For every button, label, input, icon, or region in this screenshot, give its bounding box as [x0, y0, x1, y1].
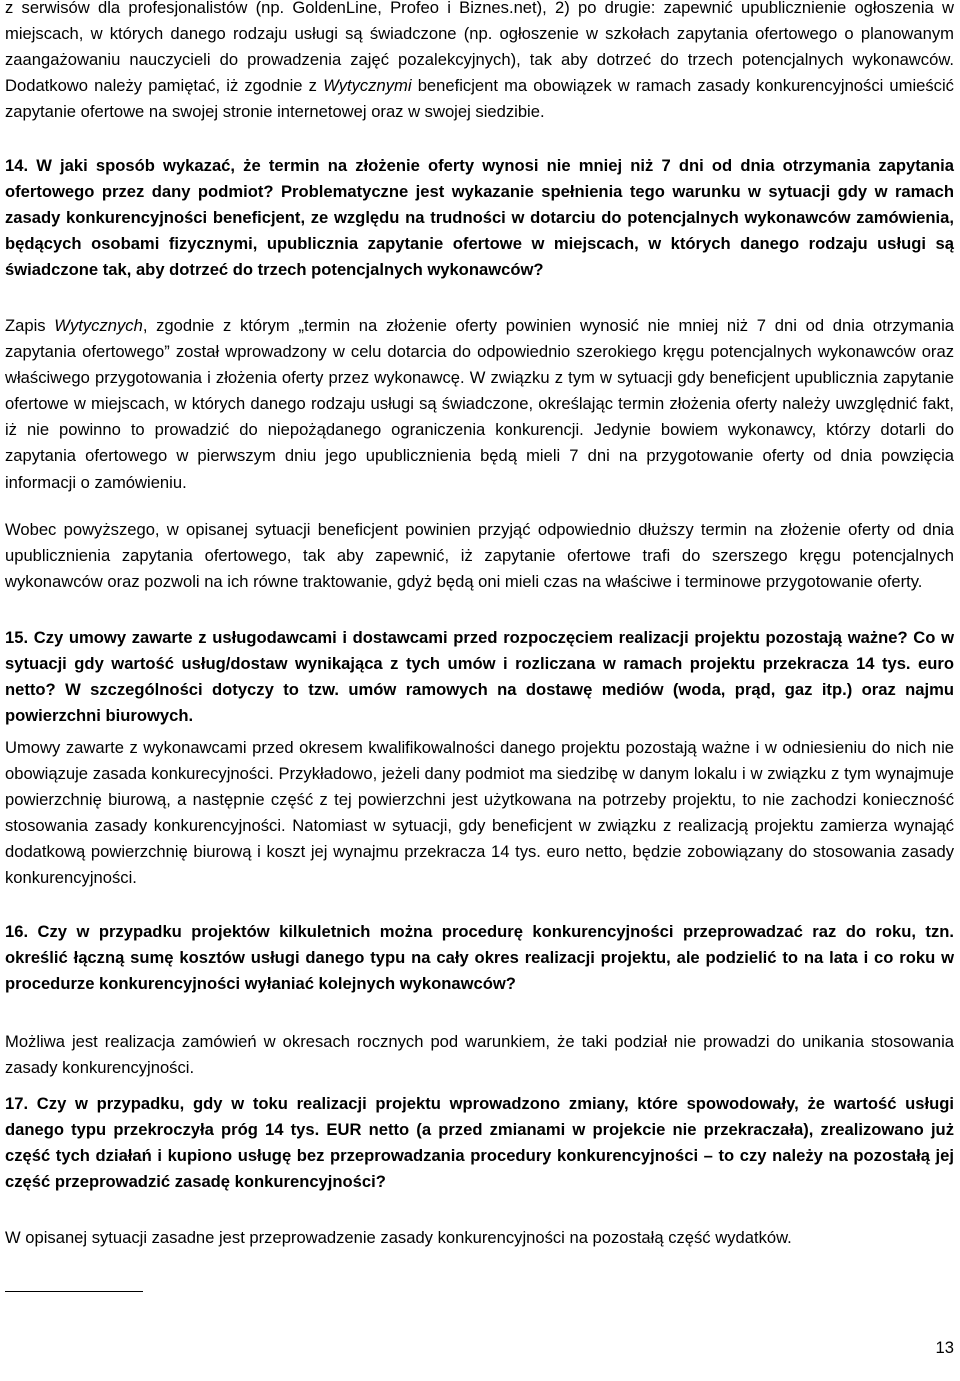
answer-14-part-2	[5, 517, 954, 595]
answer-text: W opisanej sytuacji zasadne jest przeprowadzenie zasady konkurencyjności na pozostałą część wydatków.	[5, 1228, 792, 1247]
question-text: 15. Czy umowy zawarte z usługodawcami i dostawcami przed rozpoczęciem realizacji projektu pozostają ważne? Co w sytuacji gdy wartość usług/dostaw wynikająca z tych umów i rozliczana w ramach projektu przekracza 14 tys. euro netto? W szczególności dotyczy to tzw. umów ramowych na dostawę mediów (woda, prąd, gaz itp.) oraz najmu powierzchni biurowych.	[5, 628, 954, 726]
question-text: 14. W jaki sposób wykazać, że termin na złożenie oferty wynosi nie mniej niż 7 dni od dnia otrzymania zapytania ofertowego przez dany podmiot? Problematyczne jest wykazanie spełnienia tego warunku w sytuacji gdy w ramach zasady konkurencyjności beneficjent, ze względu na trudności w dotarciu do potencjalnych wykonawców zamówienia, będących osobami fizycznymi, upublicznia zapytanie ofertowe w miejscach, w których danego rodzaju usługi są świadczone tak, aby dotrzeć do trzech potencjalnych wykonawców?	[5, 156, 954, 280]
answer-17	[5, 1225, 954, 1251]
answer-14-part-1	[5, 313, 954, 496]
question-text: 17. Czy w przypadku, gdy w toku realizacji projektu wprowadzono zmiany, które spowodowały, że wartość usługi danego typu przekroczyła próg 14 tys. EUR netto (a przed zmianami w projekcie nie przekraczała), zrealizowano już część tych działań i kupiono usługę bez przeprowadzania procedury konkurencyjności – to czy należy na pozostałą jej część przeprowadzić zasadę konkurencyjności?	[5, 1094, 954, 1192]
answer-text: Wobec powyższego, w opisanej sytuacji beneficjent powinien przyjąć odpowiednio dłuższy termin na złożenie oferty od dnia upublicznienia zapytania ofertowego, tak aby zapewnić, iż zapytanie ofertowe trafi do szerszego kręgu potencjalnych wykonawców oraz pozwoli na ich równe traktowanie, gdyż będą oni mieli czas na właściwe i terminowe przygotowanie oferty.	[5, 520, 954, 592]
answer-15	[5, 735, 954, 892]
answer-text: Umowy zawarte z wykonawcami przed okresem kwalifikowalności danego projektu pozostają ważne i w odniesieniu do nich nie obowiązuje zasada konkurecyjności. Przykładowo, jeżeli dany podmiot ma siedzibę w danym lokalu i w związku z tym wynajmuje powierzchnię biurową, a następnie część z tej powierzchni jest użytkowana na potrzeby projektu, to nie zachodzi konieczność stosowania zasady konkurencyjności. Natomiast w sytuacji, gdy beneficjent w związku z realizacją projektu zamierza wynająć dodatkową powierzchnię biurową i koszt jej wynajmu przekracza 14 tys. euro netto, będzie zobowiązany do stosowania zasady konkurencyjności.	[5, 738, 954, 888]
answer-text: , zgodnie z którym „termin na złożenie oferty powinien wynosić nie mniej niż 7 dni od dnia otrzymania zapytania ofertowego” został wprowadzony w celu dotarcia do odpowiednio szerokiego kręgu potencjalnych wykonawców oraz właściwego przygotowania i złożenia oferty przez wykonawcę. W związku z tym w sytuacji gdy beneficjent upublicznia zapytanie ofertowe w miejscach, w których danego rodzaju usługi są świadczone, określając termin złożenia oferty należy uwzględnić fakt, iż nie powinno to prowadzić do niepożądanego ograniczenia konkurencji. Jedynie bowiem wykonawcy, którzy dotarli do zapytania ofertowego w pierwszym dniu jego upublicznienia będą mieli 7 dni na przygotowanie oferty od dnia powzięcia informacji o zamówieniu.	[5, 316, 954, 492]
document-page	[5, 0, 954, 1381]
page-number: 13	[935, 1338, 954, 1357]
paragraph-intro	[5, 0, 954, 125]
emphasis-wytyczne: Wytycznymi	[323, 76, 412, 96]
paragraph-text: z serwisów dla profesjonalistów (np. GoldenLine, Profeo i Biznes.net), 2) po drugie: zapewnić upublicznienie ogłoszenia w miejscach, w których danego rodzaju usługi są świadczone (np. ogłoszenie w szkołach zapytania ofertowego o planowanym zaangażowaniu nauczycieli do prowadzenia zajęć pozalekcyjnych), tak aby dotrzeć do trzech potencjalnych wykonawców. Dodatkowo należy pamiętać, iż zgodnie z	[5, 0, 954, 96]
emphasis-wytycznych: Wytycznych	[54, 316, 143, 335]
question-15	[5, 625, 954, 729]
answer-text: Możliwa jest realizacja zamówień w okresach rocznych pod warunkiem, że taki podział nie prowadzi do unikania stosowania zasady konkurencyjności.	[5, 1032, 954, 1078]
paragraph-text: beneficjent ma obowiązek w ramach zasady konkurencyjności umieścić zapytanie ofertowe na swojej stronie internetowej oraz w swojej siedzibie.	[5, 76, 954, 122]
footnote-divider	[5, 1291, 143, 1292]
question-16	[5, 919, 954, 997]
answer-16	[5, 1029, 954, 1081]
question-14	[5, 153, 954, 283]
question-text: 16. Czy w przypadku projektów kilkuletnich można procedurę konkurencyjności przeprowadzać raz do roku, tzn. określić łączną sumę kosztów usługi danego typu na cały okres realizacji projektu, ale podzielić to na lata i co roku w procedurze konkurencyjności wyłaniać kolejnych wykonawców?	[5, 922, 954, 994]
question-17	[5, 1091, 954, 1195]
answer-text: Zapis	[5, 316, 46, 335]
